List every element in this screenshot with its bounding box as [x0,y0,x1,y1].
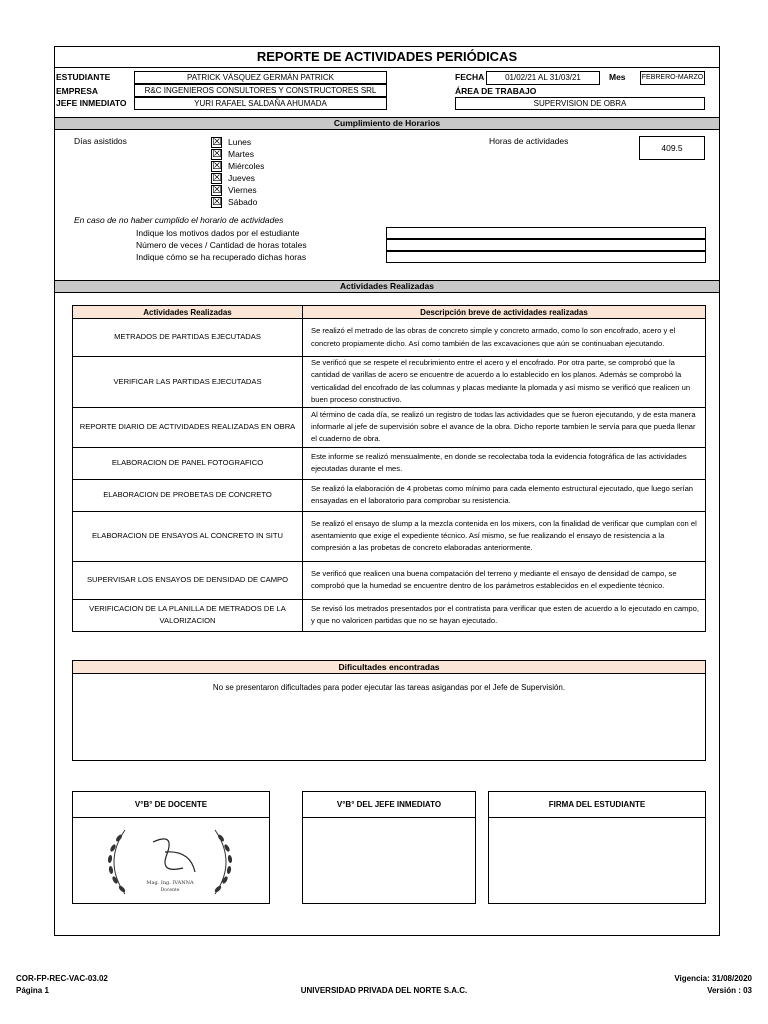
footer-vigencia: Vigencia: 31/08/2020 [674,974,752,983]
description-cell: Se verificó que realicen una buena compatación del terreno y mediante el ensayo de densidad de campo, se comprobó que la humedad se encuentre dentro de los parámetros establecidos en el expediente técnico. [303,561,706,599]
seal-name-text: Mag. Ing. IVANNA [146,880,194,886]
signature-stroke [153,839,195,872]
description-cell: Se realizó la elaboración de 4 probetas como mínimo para cada elemento estructural ejecutado, que luego serían ensayadas en el laboratorio para comprobar su resistencia. [303,479,706,511]
dificultades-text[interactable]: No se presentaron dificultades para poder ejecutar las tareas asigandas por el Jefe de Supervisión. [72,673,706,761]
horas-field[interactable]: 409.5 [639,136,705,160]
activity-cell: METRADOS DE PARTIDAS EJECUTADAS [73,319,303,357]
table-row [73,511,706,561]
estudiante-field[interactable]: PATRICK VÁSQUEZ GERMÁN PATRICK [134,71,387,84]
area-field[interactable]: SUPERVISION DE OBRA [455,97,705,110]
jueves-label: Jueves [228,173,255,183]
table-row [73,319,706,357]
miercoles-label: Miércoles [228,161,265,171]
viernes-checkbox[interactable]: ☒ [212,184,222,196]
description-cell: Se revisó los metrados presentados por el contratista para verificar que esten de acuerdo a lo ejecutado en campo, y que no valoricen partidas que no se hayan ejecutado. [303,599,706,631]
area-label: ÁREA DE TRABAJO [455,86,537,96]
lunes-checkbox[interactable]: ☒ [212,136,222,148]
jefe-label: JEFE INMEDIATO [56,98,127,108]
estudiante-signature-title: FIRMA DEL ESTUDIANTE [489,792,705,818]
activity-cell: ELABORACION DE PANEL FOTOGRAFICO [73,447,303,479]
col-descripcion-header: Descripción breve de actividades realizadas [303,306,706,319]
dias-label: Días asistidos [74,136,127,146]
docente-seal-image [95,822,245,902]
table-row [73,599,706,631]
docente-signature-title: V°B° DE DOCENTE [73,792,269,818]
sabado-label: Sábado [228,197,258,207]
martes-checkbox[interactable]: ☒ [212,148,222,160]
jefe-field[interactable]: YURI RAFAEL SALDAÑA AHUMADA [134,97,387,110]
fecha-label: FECHA [455,72,485,82]
estudiante-label: ESTUDIANTE [56,72,111,82]
footer-code: COR-FP-REC-VAC-03.02 [16,974,108,983]
description-cell: Se realizó el ensayo de slump a la mezcla contenida en los mixers, con la finalidad de verificar que cumplan con el asentamiento que exige el expediente técnico. Así mismo, se fue realizando el ensayo de resistencia a la compresión a las probetas de concreto elaboradas anteriormente. [303,511,706,561]
veces-label: Número de veces / Cantidad de horas totales [136,240,307,250]
mes-field[interactable]: FEBRERO-MARZO [640,71,705,85]
col-actividad-header: Actividades Realizadas [73,306,303,319]
activity-cell: SUPERVISAR LOS ENSAYOS DE DENSIDAD DE CAMPO [73,561,303,599]
activity-cell: ELABORACION DE PROBETAS DE CONCRETO [73,479,303,511]
empresa-field[interactable]: R&C INGENIEROS CONSULTORES Y CONSTRUCTORES SRL [134,84,387,97]
footer-university: UNIVERSIDAD PRIVADA DEL NORTE S.A.C. [300,986,468,995]
empresa-label: EMPRESA [56,86,99,96]
actividades-section-bar: Actividades Realizadas [55,280,719,293]
recuperado-label: Indique cómo se ha recuperado dichas horas [136,252,307,262]
description-cell: Este informe se realizó mensualmente, en donde se recolectaba toda la evidencia fotográfica de las actividades ejecutadas durante el mes. [303,447,706,479]
viernes-label: Viernes [228,185,257,195]
footer-page: Página 1 [16,986,49,995]
table-row [73,561,706,599]
horas-label: Horas de actividades [489,136,569,146]
table-row [73,479,706,511]
activity-cell: VERIFICACION DE LA PLANILLA DE METRADOS DE LA VALORIZACION [73,599,303,631]
activity-cell: REPORTE DIARIO DE ACTIVIDADES REALIZADAS EN OBRA [73,407,303,447]
horarios-section-bar: Cumplimiento de Horarios [55,117,719,130]
seal-role-text: Docente [160,888,180,893]
description-cell: Se realizó el metrado de las obras de concreto simple y concreto armado, como lo son encofrado, acero y el concreto propiamente dicho. Así como también de las excavaciones que aún se continuaban ejecutando. [303,319,706,357]
actividades-table [72,305,706,632]
mes-label: Mes [609,72,626,82]
estudiante-signature-box[interactable] [488,791,706,904]
motivos-field[interactable] [386,227,706,239]
table-header-row [73,306,706,319]
footer-version: Versión : 03 [707,986,752,995]
docente-signature-box[interactable] [72,791,270,904]
sabado-checkbox[interactable]: ☒ [212,196,222,208]
fecha-field[interactable]: 01/02/21 AL 31/03/21 [486,71,600,85]
incumplimiento-title: En caso de no haber cumplido el horario de actividades [74,215,284,225]
martes-label: Martes [228,149,254,159]
activity-cell: ELABORACION DE ENSAYOS AL CONCRETO IN SITU [73,511,303,561]
veces-field[interactable] [386,239,706,251]
activity-cell: VERIFICAR LAS PARTIDAS EJECUTADAS [73,357,303,408]
dificultades-bar: Dificultades encontradas [72,660,706,674]
lunes-label: Lunes [228,137,252,147]
jefe-signature-box[interactable] [302,791,476,904]
jefe-signature-title: V°B° DEL JEFE INMEDIATO [303,792,475,818]
motivos-label: Indique los motivos dados por el estudiante [136,228,300,238]
table-row [73,447,706,479]
recuperado-field[interactable] [386,251,706,263]
miercoles-checkbox[interactable]: ☒ [212,160,222,172]
page-title: REPORTE DE ACTIVIDADES PERIÓDICAS [54,46,720,68]
table-row [73,407,706,447]
description-cell: Al término de cada día, se realizó un registro de todas las actividades que se fueron ejecutando, y de esta manera informarle al jefe de supervisión sobre el avance de la obra. Dicho reporte tambien le servía para que pueda llenar el cuaderno de obra. [303,407,706,447]
table-row [73,357,706,408]
description-cell: Se verificó que se respete el recubrimiento entre el acero y el encofrado. Por otra parte, se comprobó que la cantidad de varillas de acero se encuentre de acuerdo a lo establecido en los planos. Además se comprobó la verticalidad del encofrado de las columnas y placas mediante la plomada y así mismo se verificó que realicen un buen proceso constructivo. [303,357,706,408]
jueves-checkbox[interactable]: ☒ [212,172,222,184]
